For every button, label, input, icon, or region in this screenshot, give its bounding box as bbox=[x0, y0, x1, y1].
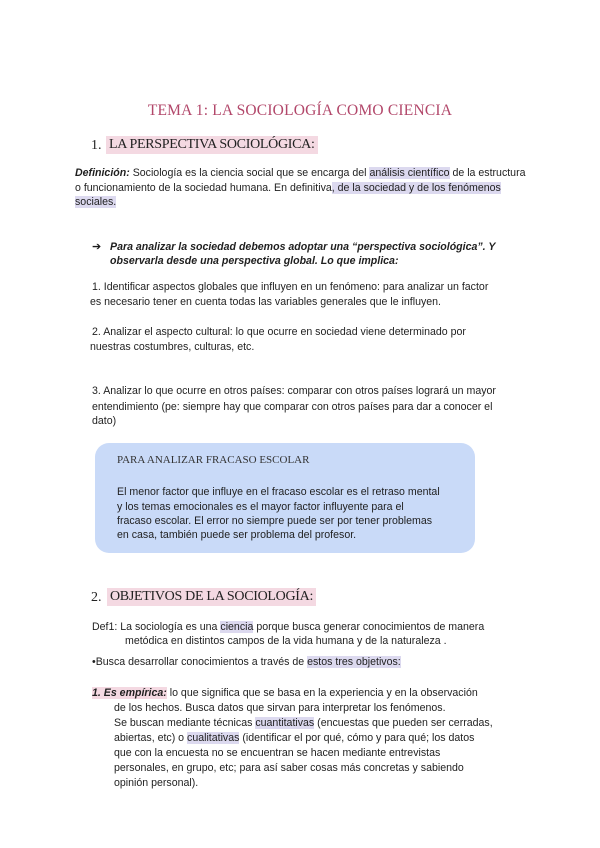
highlight-sociales: sociales. bbox=[75, 196, 117, 208]
objective-1-label: 1. Es empírica: bbox=[92, 687, 167, 699]
definition-colon: : bbox=[126, 167, 130, 179]
objective-1-line-2: de los hechos. Busca datos que sirvan para interpretar los fenómenos. bbox=[114, 702, 446, 714]
objective-1-text: (encuestas que pueden ser cerradas, bbox=[314, 717, 493, 729]
definition-line-2 bbox=[75, 181, 501, 196]
definition-label: Definición bbox=[75, 167, 127, 179]
definition-line-1 bbox=[75, 166, 526, 181]
item-2-line-1: 2. Analizar el aspecto cultural: lo que ocurre en sociedad viene determinado por bbox=[92, 326, 466, 338]
document-title: TEMA 1: LA SOCIOLOGÍA COMO CIENCIA bbox=[147, 102, 453, 119]
objective-1-line-6: personales, en grupo, etc; para así saber cosas más concretas y sabiendo bbox=[114, 762, 464, 774]
callout-line-2: y los temas emocionales es el mayor factor influyente para el bbox=[117, 501, 404, 513]
objective-1-line-5: que con la encuesta no se encuentran se hacen mediante entrevistas bbox=[114, 747, 441, 759]
objective-1-text: abiertas, etc) o bbox=[114, 732, 188, 744]
perspective-statement-line-1: Para analizar la sociedad debemos adoptar una “perspectiva sociológica”. Y bbox=[110, 241, 496, 253]
highlight-cualitativas: cualitativas bbox=[187, 732, 240, 744]
definition-text: Sociología es la ciencia social que se encarga del bbox=[129, 167, 370, 179]
item-2-line-2: nuestras costumbres, culturas, etc. bbox=[90, 341, 255, 353]
objective-1-line-7: opinión personal). bbox=[114, 777, 199, 789]
def1-line-2: metódica en distintos campos de la vida humana y de la naturaleza . bbox=[125, 635, 447, 647]
definition-line-3 bbox=[75, 195, 116, 210]
highlight-fenomenos: , de la sociedad y de los fenómenos bbox=[331, 182, 501, 194]
section1-heading: LA PERSPECTIVA SOCIOLÓGICA: bbox=[106, 136, 318, 154]
callout-line-1: El menor factor que influye en el fracaso escolar es el retraso mental bbox=[117, 486, 440, 498]
objective-1-line-3 bbox=[114, 716, 493, 731]
def1-text: porque busca generar conocimientos de manera bbox=[253, 621, 485, 633]
highlight-ciencia: ciencia bbox=[220, 621, 254, 633]
perspective-statement-line-2: observarla desde una perspectiva global. Lo que implica: bbox=[110, 255, 399, 267]
definition-text: de la estructura bbox=[449, 167, 526, 179]
item-3-line-2: entendimiento (pe: siempre hay que comparar con otros países para dar a conocer el bbox=[92, 401, 493, 413]
objective-1-line-1 bbox=[92, 686, 478, 701]
def1-line-1 bbox=[92, 620, 484, 635]
bullet-text: •Busca desarrollar conocimientos a través de bbox=[92, 656, 308, 668]
def1-text: Def1: La sociología es una bbox=[92, 621, 221, 633]
objective-1-text: lo que significa que se basa en la experiencia y en la observación bbox=[166, 687, 478, 699]
highlight-tres-objetivos: estos tres objetivos: bbox=[307, 656, 401, 668]
objective-1-text: Se buscan mediante técnicas bbox=[114, 717, 256, 729]
section2-heading: OBJETIVOS DE LA SOCIOLOGÍA: bbox=[107, 588, 316, 606]
objective-1-text: (identificar el por qué, cómo y para qué; los datos bbox=[239, 732, 475, 744]
callout-title: PARA ANALIZAR FRACASO ESCOLAR bbox=[117, 454, 310, 466]
item-1-line-2: es necesario tener en cuenta todas las variables generales que le influyen. bbox=[90, 296, 441, 308]
callout-line-4: en casa, también puede ser problema del profesor. bbox=[117, 529, 357, 541]
section1-number: 1. bbox=[91, 138, 102, 153]
objectives-bullet bbox=[92, 655, 401, 670]
arrow-icon: ➔ bbox=[92, 241, 102, 253]
objective-1-line-4 bbox=[114, 731, 474, 746]
highlight-cuantitativas: cuantitativas bbox=[255, 717, 315, 729]
item-3-line-3: dato) bbox=[92, 415, 117, 427]
callout-line-3: fracaso escolar. El error no siempre puede ser por tener problemas bbox=[117, 515, 433, 527]
item-1-line-1: 1. Identificar aspectos globales que influyen en un fenómeno: para analizar un factor bbox=[92, 281, 489, 293]
definition-text: o funcionamiento de la sociedad humana. En definitiva bbox=[75, 182, 332, 194]
highlight-analisis-cientifico: análisis científico bbox=[369, 167, 450, 179]
item-3-line-1: 3. Analizar lo que ocurre en otros países: comparar con otros países logrará un mayor bbox=[92, 385, 496, 397]
section2-number: 2. bbox=[91, 590, 102, 605]
